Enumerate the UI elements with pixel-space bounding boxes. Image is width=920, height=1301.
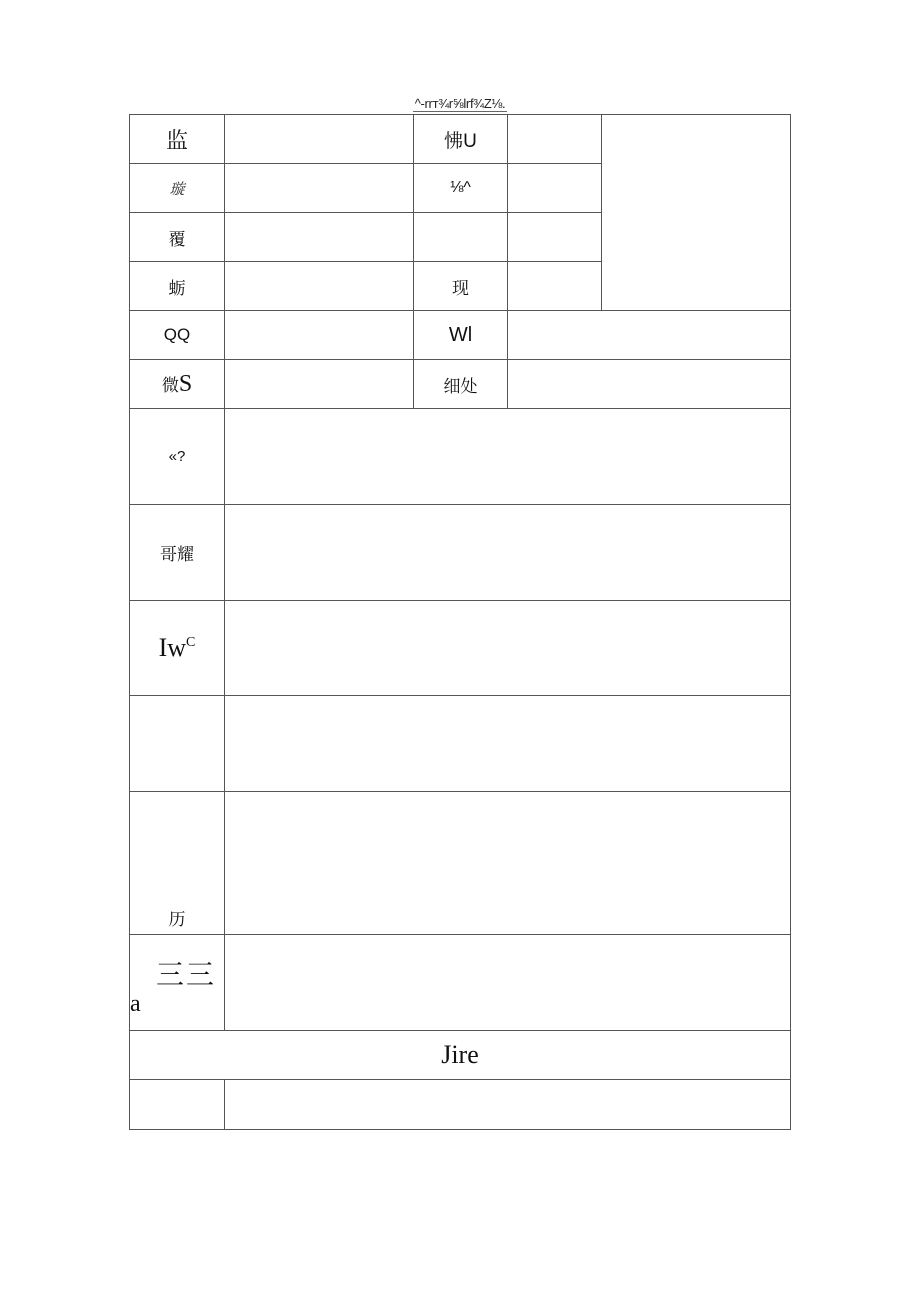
section-content[interactable] <box>225 1080 791 1130</box>
field-label: 璇 <box>130 164 225 213</box>
form-row <box>130 792 791 935</box>
section-label-sup: C <box>186 635 196 650</box>
field-value[interactable] <box>508 213 602 262</box>
field-label-glyph: S <box>178 370 193 397</box>
field-label: 监 <box>130 115 225 164</box>
form-row <box>130 360 791 409</box>
form-row <box>130 115 791 164</box>
form-row <box>130 1031 791 1080</box>
section-label <box>130 1080 225 1130</box>
form-row <box>130 601 791 696</box>
section-label <box>130 696 225 792</box>
photo-box[interactable] <box>602 115 791 311</box>
section-label: «? <box>130 409 225 505</box>
section-label-top: 三三 <box>156 960 217 991</box>
section-label-text: Iw <box>158 633 187 662</box>
section-content[interactable] <box>225 696 791 792</box>
field-label: 覆 <box>130 213 225 262</box>
form-row <box>130 696 791 792</box>
section-content[interactable] <box>225 601 791 696</box>
field-label: QQ <box>130 311 225 360</box>
section-label <box>130 935 225 1031</box>
field-label <box>414 213 508 262</box>
field-label: 怫U <box>414 115 508 164</box>
section-content[interactable] <box>225 935 791 1031</box>
field-label: 细处 <box>414 360 508 409</box>
section-label <box>130 601 225 696</box>
field-label: ⅛^ <box>414 164 508 213</box>
field-value[interactable] <box>225 360 414 409</box>
field-value[interactable] <box>508 311 791 360</box>
field-value[interactable] <box>225 311 414 360</box>
section-label-bottom: a <box>130 991 141 1017</box>
section-content[interactable] <box>225 505 791 601</box>
field-value[interactable] <box>225 115 414 164</box>
field-label <box>130 360 225 409</box>
field-value[interactable] <box>508 262 602 311</box>
field-label-text: 微 <box>161 375 179 395</box>
section-label: 历 <box>130 792 225 935</box>
field-value[interactable] <box>225 262 414 311</box>
footer-heading: Jire <box>130 1031 791 1080</box>
registration-form-table <box>129 114 791 1130</box>
section-content[interactable] <box>225 792 791 935</box>
field-label: Wl <box>414 311 508 360</box>
field-value[interactable] <box>508 164 602 213</box>
field-label: 现 <box>414 262 508 311</box>
field-value[interactable] <box>508 360 791 409</box>
form-title-text: ^-rrт¾r⅝lrf¾Z⅛. <box>414 96 506 111</box>
field-value[interactable] <box>508 115 602 164</box>
section-label: 哥耀 <box>130 505 225 601</box>
form-row <box>130 505 791 601</box>
form-row <box>130 311 791 360</box>
form-title <box>130 96 790 114</box>
form-row <box>130 1080 791 1130</box>
form-row <box>130 935 791 1031</box>
field-label: 蛎 <box>130 262 225 311</box>
section-content[interactable] <box>225 409 791 505</box>
field-value[interactable] <box>225 164 414 213</box>
form-row <box>130 409 791 505</box>
field-value[interactable] <box>225 213 414 262</box>
